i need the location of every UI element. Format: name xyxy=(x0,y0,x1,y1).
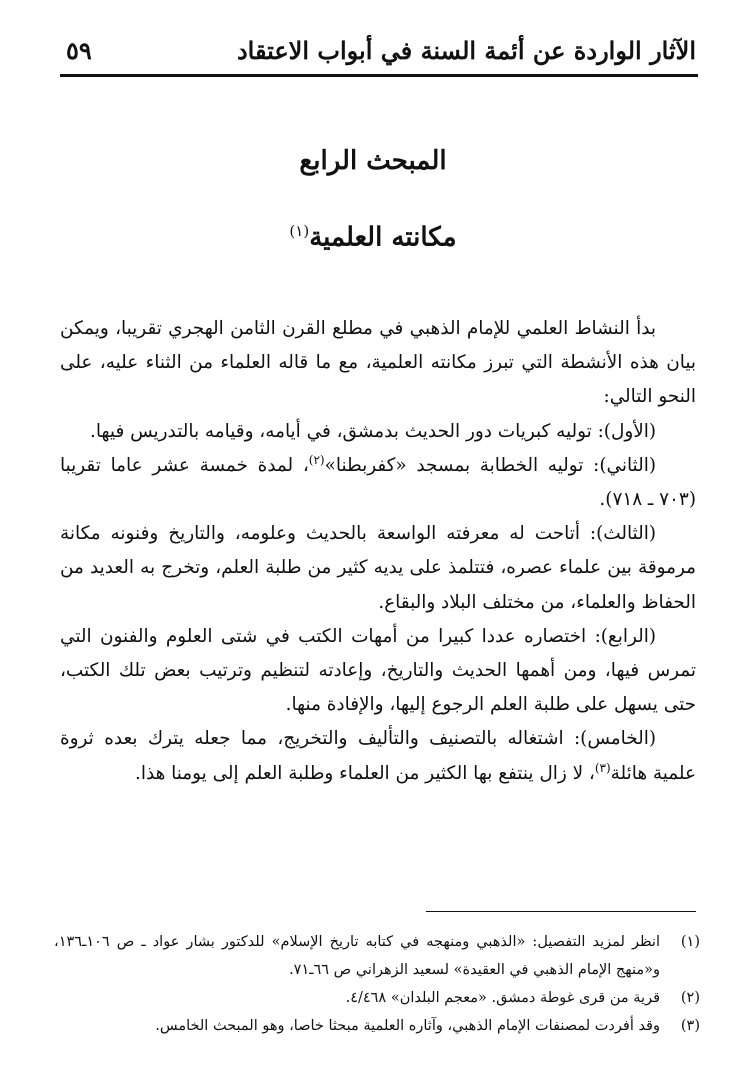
section-subheading xyxy=(0,222,746,253)
item-first: (الأول): توليه كبريات دور الحديث بدمشق، في أيامه، وقيامه بالتدريس فيها. xyxy=(89,420,656,442)
footnote-separator xyxy=(426,911,696,912)
item-fifth-text-b: ، لا زال ينتفع بها الكثير من العلماء وطلبة العلم إلى يومنا هذا. xyxy=(134,762,595,784)
item-fifth-text-a: (الخامس): اشتغاله بالتصنيف والتأليف والتخريج، مما جعله يترك بعده ثروة علمية هائلة xyxy=(60,728,696,784)
item-third: (الثالث): أتاحت له معرفته الواسعة بالحديث وعلومه، والتاريخ وفنونه مكانة مرموقة بين علماء عصره، فتتلمذ على يديه كثير من طلبة العلم، وتخرج به العديد من الحفاظ والعلماء، من مختلف البلاد والبقاع. xyxy=(60,523,696,613)
intro-paragraph: بدأ النشاط العلمي للإمام الذهبي في مطلع القرن الثامن الهجري تقريبا، ويمكن بيان هذه الأنشطة التي تبرز مكانته العلمية، مع ما قاله العلماء من الثناء عليه، على النحو التالي: xyxy=(60,318,696,408)
page-number: ٥٩ xyxy=(66,35,92,65)
body-text xyxy=(60,312,696,791)
footnote xyxy=(54,928,700,984)
item-second-text-b: ، لمدة خمسة عشر عاما تقريبا (٧٠٣ ـ ٧١٨). xyxy=(60,454,696,511)
footnote-ref-2: (٢) xyxy=(308,452,325,467)
item-second-text-a: (الثاني): توليه الخطابة بمسجد «كفربطنا» xyxy=(324,454,656,476)
footnote-ref-1: (١) xyxy=(289,222,310,240)
item-fourth: (الرابع): اختصاره عددا كبيرا من أمهات الكتب في شتى العلوم والفنون التي تمرس فيها، ومن أهمها الحديث والتاريخ، وإعادته لتنظيم وترتيب بعض تلك الكتب، حتى يسهل على طلبة العلم الرجوع إليها، والإفادة منها. xyxy=(60,625,696,716)
running-header xyxy=(66,30,696,70)
running-title: الآثار الواردة عن أئمة السنة في أبواب الاعتقاد xyxy=(236,35,696,65)
footnote-text: وقد أفردت لمصنفات الإمام الذهبي، وآثاره العلمية مبحثا خاصا، وهو المبحث الخامس. xyxy=(155,1018,660,1034)
footnote xyxy=(54,984,700,1012)
footnotes xyxy=(54,928,700,1040)
footnote-number: (٢) xyxy=(680,990,700,1006)
subheading-text: مكانته العلمية xyxy=(309,222,457,253)
footnote-number: (٣) xyxy=(680,1018,700,1034)
footnote-text: انظر لمزيد التفصيل: «الذهبي ومنهجه في كتابه تاريخ الإسلام» للدكتور بشار عواد ـ ص ١٠٦ـ١٣٦، و«منهج الإمام الذهبي في العقيدة» لسعيد الزهراني ص ٦٦ـ٧١. xyxy=(54,934,660,978)
item-fifth xyxy=(60,722,696,790)
item-second xyxy=(60,449,696,517)
footnote-ref-3: (٣) xyxy=(594,760,611,775)
header-rule xyxy=(60,74,698,77)
footnote-text: قرية من قرى غوطة دمشق. «معجم البلدان» ٤/٤٦٨. xyxy=(345,990,660,1006)
footnote-number: (١) xyxy=(680,934,700,950)
footnote xyxy=(54,1012,700,1040)
section-heading: المبحث الرابع xyxy=(299,146,447,176)
